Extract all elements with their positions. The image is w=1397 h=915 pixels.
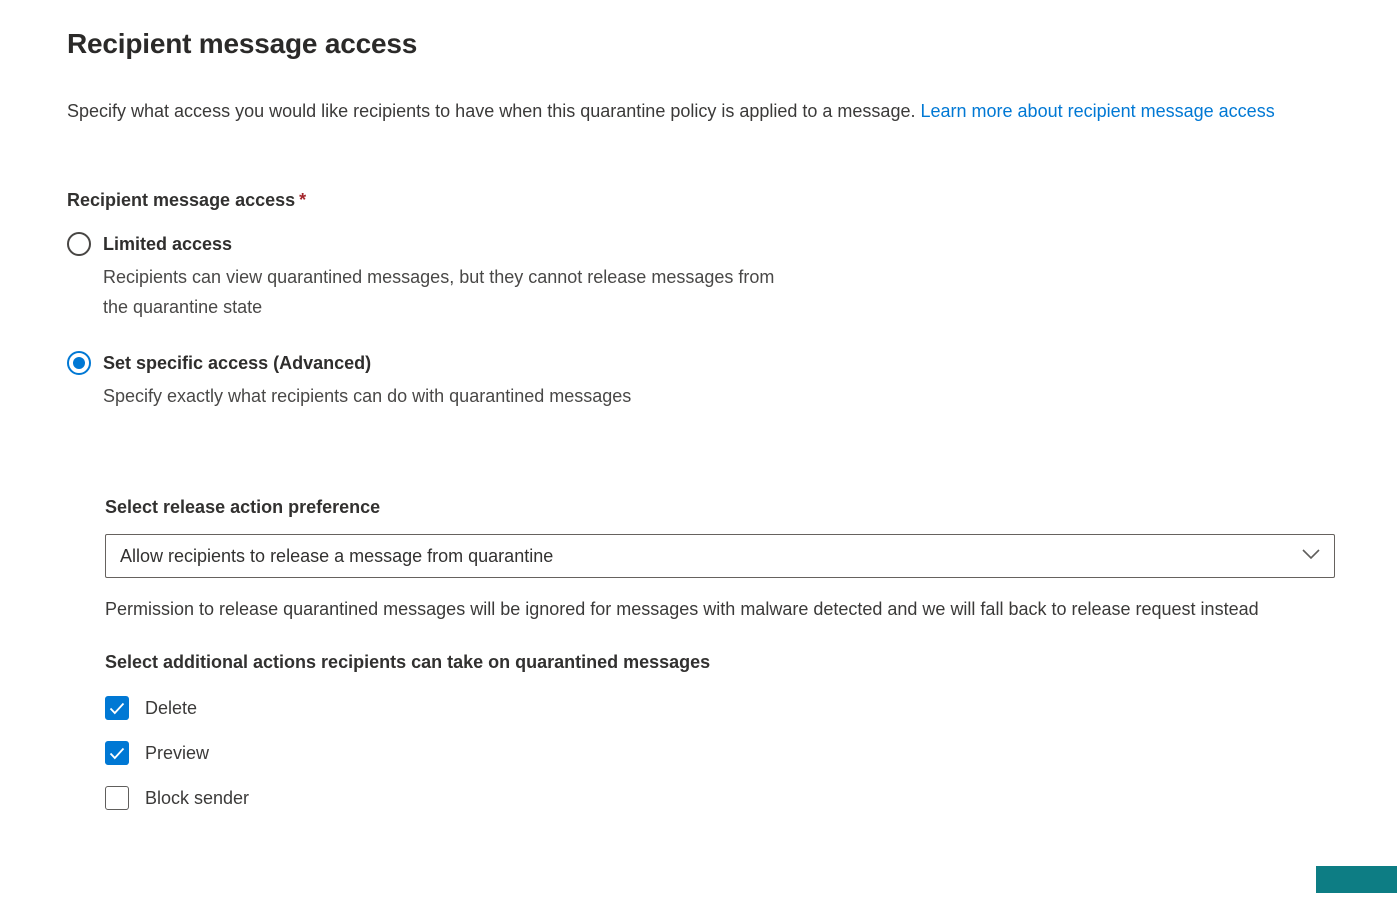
radio-button-icon[interactable] <box>67 232 91 256</box>
radio-label-set-specific-access: Set specific access (Advanced) <box>103 353 372 373</box>
radio-option-set-specific-access[interactable] <box>67 350 1335 411</box>
radio-label-limited-access: Limited access <box>103 234 233 254</box>
additional-actions-checkbox-list <box>105 696 1335 810</box>
recipient-access-field-label-text: Recipient message access <box>67 190 296 210</box>
release-action-dropdown-value: Allow recipients to release a message from quarantine <box>120 545 554 566</box>
page-title: Recipient message access <box>67 28 418 59</box>
checkbox-icon[interactable] <box>105 741 129 765</box>
help-question-icon: ? <box>1349 889 1364 914</box>
checkbox-icon[interactable] <box>105 786 129 810</box>
release-action-dropdown[interactable] <box>105 534 1335 578</box>
checkbox-label-block-sender: Block sender <box>145 788 250 808</box>
checkbox-row-preview[interactable] <box>105 741 1335 765</box>
release-action-note: Permission to release quarantined messages will be ignored for messages with malware detected and we will fall back to release request instead <box>105 599 1259 619</box>
learn-more-link[interactable]: Learn more about recipient message access <box>920 101 1275 121</box>
radio-dot <box>73 357 85 369</box>
radio-row-limited-access[interactable] <box>67 231 1335 257</box>
release-action-label: Select release action preference <box>105 497 381 517</box>
required-asterisk: * <box>299 190 307 210</box>
advanced-access-section <box>105 495 1335 810</box>
page-description <box>67 96 1335 126</box>
radio-row-set-specific-access[interactable] <box>67 350 1335 376</box>
additional-actions-label: Select additional actions recipients can take on quarantined messages <box>105 652 711 672</box>
help-button[interactable] <box>1316 866 1397 914</box>
radio-description-limited-access: Recipients can view quarantined messages, but they cannot release messages from the quarantine state <box>103 267 775 317</box>
radio-option-limited-access[interactable] <box>67 231 1335 322</box>
radio-button-icon[interactable] <box>67 351 91 375</box>
radio-description-set-specific-access: Specify exactly what recipients can do with quarantined messages <box>103 386 632 406</box>
checkbox-row-block-sender[interactable] <box>105 786 1335 810</box>
checkbox-icon[interactable] <box>105 696 129 720</box>
recipient-access-field-label <box>67 188 1335 213</box>
recipient-message-access-page <box>67 28 1335 810</box>
chevron-down-icon <box>1302 547 1320 565</box>
checkbox-label-preview: Preview <box>145 743 210 763</box>
checkbox-label-delete: Delete <box>145 698 198 718</box>
checkbox-row-delete[interactable] <box>105 696 1335 720</box>
recipient-access-radio-group <box>67 231 1335 411</box>
page-description-text: Specify what access you would like recipients to have when this quarantine policy is applied to a message. <box>67 101 916 121</box>
